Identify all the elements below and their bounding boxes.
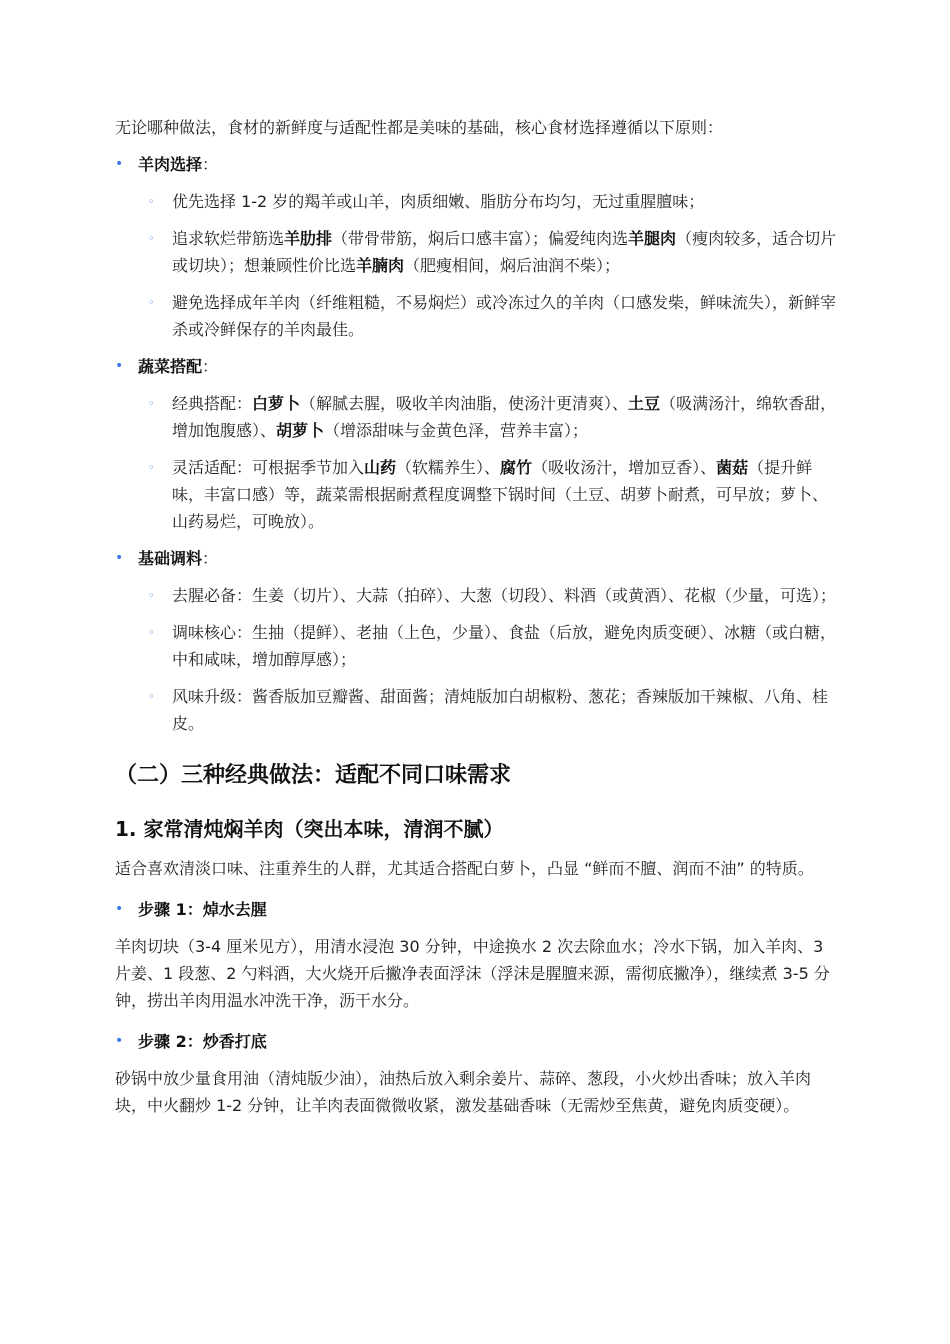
text-segment: （带骨带筋，焖后口感丰富）；偏爱纯肉选	[332, 229, 629, 248]
section-heading: （二）三种经典做法：适配不同口味需求	[115, 763, 512, 788]
sub-list-item	[138, 390, 840, 444]
section-label: 基础调料	[138, 549, 203, 568]
bold-term: 羊腿肉	[628, 229, 677, 248]
ingredient-list	[115, 151, 840, 737]
circle-bullet-icon: ◦	[148, 690, 155, 703]
text-segment: 风味升级：酱香版加豆瓣酱、甜面酱；清炖版加白胡椒粉、葱花；香辣版加干辣椒、八角、桂皮。	[172, 687, 829, 733]
method-description: 适合喜欢清淡口味、注重养生的人群，尤其适合搭配白萝卜，凸显 “鲜而不膻、润而不油” 的特质。	[115, 859, 814, 878]
circle-bullet-icon: ◦	[148, 461, 155, 474]
sub-list-item	[138, 454, 840, 535]
text-segment: （肥瘦相间，焖后油润不柴）；	[404, 256, 621, 275]
bold-term: 菌菇	[716, 458, 749, 477]
text-segment: 调味核心：生抽（提鲜）、老抽（上色，少量）、食盐（后放，避免肉质变硬）、冰糖（或白糖，中和咸味，增加醇厚感）；	[172, 623, 837, 669]
rich-text	[172, 229, 836, 275]
step-heading	[115, 896, 840, 923]
rich-text	[172, 394, 836, 440]
bullet-dot-icon: •	[115, 358, 124, 374]
text-segment: （吸满汤汁，绵软香甜，增加饱腹感）、	[172, 394, 837, 440]
circle-bullet-icon: ◦	[148, 589, 155, 602]
bold-term: 腐竹	[500, 458, 533, 477]
bullet-dot-icon: •	[115, 550, 124, 566]
text-segment: （解腻去腥，吸收羊肉油脂，使汤汁更清爽）、	[300, 394, 629, 413]
step-text: 羊肉切块（3-4 厘米见方），用清水浸泡 30 分钟，中途换水 2 次去除血水；冷水下锅，加入羊肉、3 片姜、1 段葱、2 勺料酒，大火烧开后撇净表面浮沫（浮沫是腥膻来源，需彻底撇净），继续煮 3-5 分钟，捞出羊肉用温水冲洗干净，沥干水分。	[115, 937, 830, 1010]
bullet-dot-icon: •	[115, 1033, 124, 1049]
circle-bullet-icon: ◦	[148, 195, 155, 208]
sub-list	[138, 582, 840, 737]
section-label: 蔬菜搭配	[138, 357, 203, 376]
bold-term: 羊腩肉	[356, 256, 405, 275]
text-segment: 优先选择 1-2 岁的羯羊或山羊，肉质细嫩、脂肪分布均匀，无过重腥膻味；	[172, 192, 705, 211]
bold-term: 胡萝卜	[276, 421, 325, 440]
rich-text	[172, 586, 836, 605]
list-item: • 羊肉选择： ◦ 优先选择 1-2 岁的羯羊或山羊，肉质细嫩、脂肪分布均匀，无过重腥膻味； ◦ 追求软烂带筋选羊肋排（带骨带筋，焖后口感丰富）；偏爱纯肉选羊腿肉（瘦肉较多，适合切片或切块）；想兼顾性价比选羊腩肉（肥瘦相间，焖后油润不柴）； ◦ 避免选择成年羊肉（纤维粗糙，不易焖烂）或冷冻过久的羊肉（口感发柴，鲜味流失），新鲜宰杀或冷鲜保存的羊肉最佳。	[115, 151, 840, 343]
sub-list	[138, 390, 840, 535]
sub-list-item	[138, 289, 840, 343]
sub-list-item	[138, 225, 840, 279]
bold-term: 白萝卜	[252, 394, 301, 413]
circle-bullet-icon: ◦	[148, 626, 155, 639]
step-label: 步骤 2：炒香打底	[138, 1032, 267, 1051]
intro-paragraph: 无论哪种做法，食材的新鲜度与适配性都是美味的基础，核心食材选择遵循以下原则：	[115, 118, 724, 137]
bold-term: 土豆	[628, 394, 661, 413]
rich-text	[172, 192, 704, 211]
step-text: 砂锅中放少量食用油（清炖版少油），油热后放入剩余姜片、蒜碎、葱段，小火炒出香味；放入羊肉块，中火翻炒 1-2 分钟，让羊肉表面微微收紧，激发基础香味（无需炒至焦黄，避免肉质变硬）。	[115, 1069, 812, 1115]
rich-text	[172, 458, 828, 531]
text-segment: 追求软烂带筋选	[172, 229, 285, 248]
sub-list-item	[138, 188, 840, 215]
text-segment: （瘦肉较多，适合切片或切块）；想兼顾性价比选	[172, 229, 837, 275]
text-segment: 避免选择成年羊肉（纤维粗糙，不易焖烂）或冷冻过久的羊肉（口感发柴，鲜味流失），新鲜宰杀或冷鲜保存的羊肉最佳。	[172, 293, 837, 339]
rich-text	[172, 623, 836, 669]
text-segment: （软糯养生）、	[396, 458, 501, 477]
section-label: 羊肉选择	[138, 155, 203, 174]
bold-term: 羊肋排	[284, 229, 333, 248]
sub-list-item	[138, 582, 840, 609]
bold-term: 山药	[364, 458, 397, 477]
rich-text	[172, 293, 836, 339]
text-segment: （增添甜味与金黄色泽，营养丰富）；	[324, 421, 589, 440]
sub-list-item	[138, 619, 840, 673]
sub-list-item	[138, 683, 840, 737]
text-segment: 去腥必备：生姜（切片）、大蒜（拍碎）、大葱（切段）、料酒（或黄酒）、花椒（少量，可选）；	[172, 586, 837, 605]
bullet-dot-icon: •	[115, 901, 124, 917]
text-segment: （提升鲜味，丰富口感）等，蔬菜需根据耐煮程度调整下锅时间（土豆、胡萝卜耐煮，可早放；萝卜、山药易烂，可晚放）。	[172, 458, 829, 531]
sub-list	[138, 188, 840, 343]
text-segment: 灵活适配：可根据季节加入	[172, 458, 365, 477]
rich-text	[172, 687, 828, 733]
bullet-dot-icon: •	[115, 156, 124, 172]
step-label: 步骤 1：焯水去腥	[138, 900, 267, 919]
circle-bullet-icon: ◦	[148, 232, 155, 245]
circle-bullet-icon: ◦	[148, 296, 155, 309]
step-heading	[115, 1028, 840, 1055]
list-item: • 基础调料： ◦ 去腥必备：生姜（切片）、大蒜（拍碎）、大葱（切段）、料酒（或黄酒）、花椒（少量，可选）； ◦ 调味核心：生抽（提鲜）、老抽（上色，少量）、食盐（后放，避免肉质变硬）、冰糖（或白糖，中和咸味，增加醇厚感）； ◦ 风味升级：酱香版加豆瓣酱、甜面酱；清炖版加白胡椒粉、葱花；香辣版加干辣椒、八角、桂皮。	[115, 545, 840, 737]
document-content	[115, 114, 840, 1119]
text-segment: 经典搭配：	[172, 394, 253, 413]
list-item: • 蔬菜搭配： ◦ 经典搭配：白萝卜（解腻去腥，吸收羊肉油脂，使汤汁更清爽）、土豆（吸满汤汁，绵软香甜，增加饱腹感）、胡萝卜（增添甜味与金黄色泽，营养丰富）； ◦ 灵活适配：可根据季节加入山药（软糯养生）、腐竹（吸收汤汁，增加豆香）、菌菇（提升鲜味，丰富口感）等，蔬菜需根据耐煮程度调整下锅时间（土豆、胡萝卜耐煮，可早放；萝卜、山药易烂，可晚放）。	[115, 353, 840, 535]
subsection-heading: 1. 家常清炖焖羊肉（突出本味，清润不腻）	[115, 817, 504, 841]
text-segment: （吸收汤汁，增加豆香）、	[532, 458, 717, 477]
circle-bullet-icon: ◦	[148, 397, 155, 410]
